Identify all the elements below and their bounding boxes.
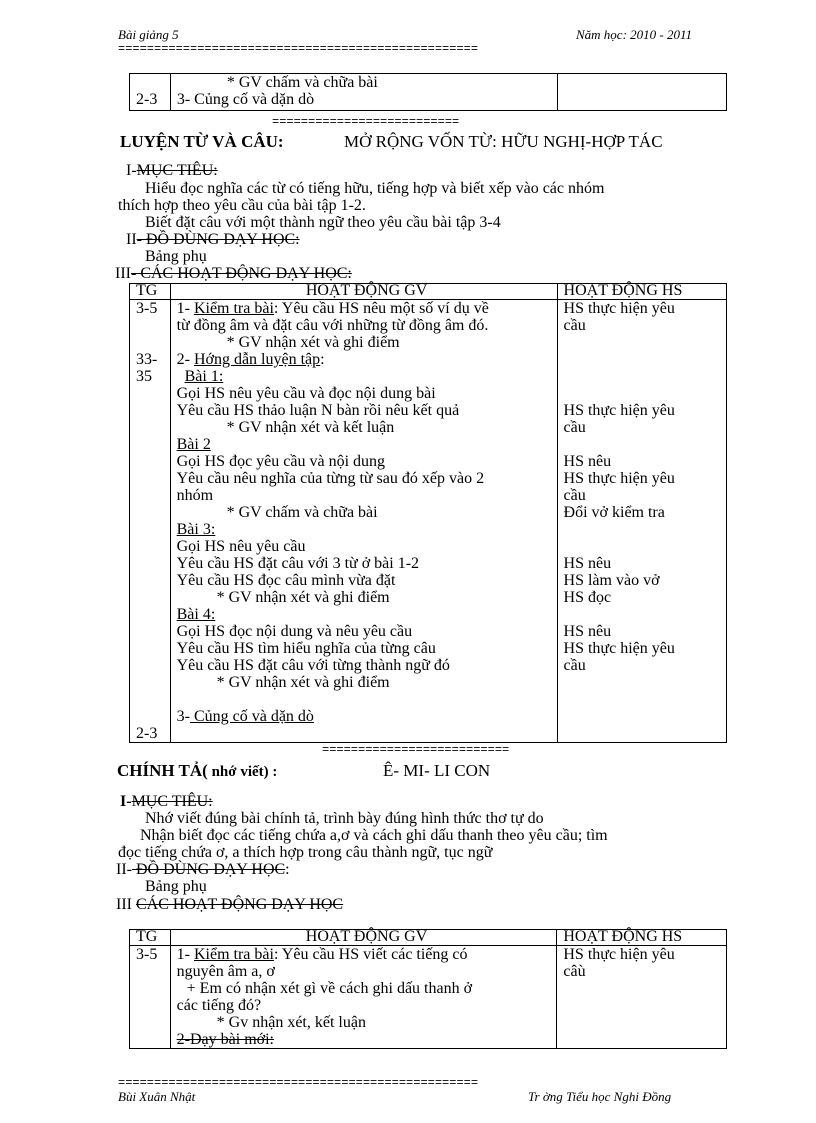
top-table-activity: * GV chấm và chữa bài 3- Củng cố và dặn dò	[170, 74, 557, 111]
th2-tg: TG	[130, 930, 171, 946]
section2-tools-heading: II- ĐỒ DÙNG DẠY HỌC:	[116, 861, 290, 878]
section1-objectives-heading: I-MỤC TIÊU:	[126, 162, 218, 179]
section2-objective-2b: đọc tiếng chứa ơ, a thích hợp trong câu thành ngữ, tục ngữ	[118, 844, 493, 861]
section1-title-right: MỞ RỘNG VỐN TỪ: HỮU NGHỊ-HỢP TÁC	[344, 132, 663, 151]
header-right: Năm học: 2010 - 2011	[576, 27, 693, 42]
section1-activities-heading: III- CÁC HOẠT ĐỘNG DẠY HỌC:	[115, 265, 352, 282]
section2-hs-column: HS thực hiện yêu câù	[557, 946, 727, 1049]
section1-tools-text: Bảng phụ	[145, 248, 207, 265]
footer-left: Bùi Xuân Nhật	[118, 1089, 196, 1104]
top-table-hs	[557, 74, 726, 111]
section1-objective-1b: thích hợp theo yêu cầu của bài tập 1-2.	[118, 197, 366, 214]
section2-objective-2: Nhận biết đọc các tiếng chứa a,ơ và cách ghi dấu thanh theo yêu cầu; tìm	[140, 827, 608, 844]
section-divider-1: ==========================	[272, 115, 460, 129]
th-gv: HOẠT ĐỘNG GV	[170, 284, 557, 300]
section1-title-left: LUYỆN TỪ VÀ CÂU:	[120, 132, 284, 151]
section2-tools-text: Bảng phụ	[145, 878, 207, 895]
section2-objective-1: Nhớ viết đúng bài chính tả, trình bày đúng hình thức thơ tự do	[145, 810, 544, 827]
section2-gv-column: 1- Kiểm tra bài: Yêu cầu HS viết các tiếng có nguyên âm a, ơ + Em có nhận xét gì về cách ghi dấu thanh ở các tiếng đó? * Gv nhận xét, kết luận 2-Dạy bài mới:	[170, 946, 557, 1049]
section1-objective-2: Biết đặt câu với một thành ngữ theo yêu cầu bài tập 3-4	[145, 214, 501, 231]
section2-table	[129, 929, 727, 1049]
header-left: Bài giảng 5	[118, 27, 179, 42]
section1-hs-column: HS thực hiện yêu cầu HS thực hiện yêu cầu HS nêu HS thực hiện yêu cầu Đổi vở kiểm tra HS nêu HS làm vào vở HS đọc HS nêu HS thực hiện yêu cầu	[557, 300, 726, 743]
header-rule: ==================================================	[118, 42, 479, 56]
footer-right: Tr ờng Tiểu học Nghi Đồng	[528, 1089, 672, 1104]
section1-gv-column: 1- Kiểm tra bài: Yêu cầu HS nêu một số ví dụ về từ đồng âm và đặt câu với những từ đồng âm đó. * GV nhận xét và ghi điểm 2- Hớng dẫn luyện tập: Bài 1: Gọi HS nêu yêu cầu và đọc nội dung bài Yêu cầu HS thảo luận N bàn rồi nêu kết quả * GV nhận xét và kết luận Bài 2 Gọi HS đọc yêu cầu và nội dung Yêu cầu nêu nghĩa của từng từ sau đó xếp vào 2 nhóm * GV chấm và chữa bài Bài 3: Gọi HS nêu yêu cầu Yêu cầu HS đặt câu với 3 từ ở bài 1-2 Yêu cầu HS đọc câu mình vừa đặt * GV nhận xét và ghi điểm Bài 4: Gọi HS đọc nội dung và nêu yêu cầu Yêu cầu HS tìm hiểu nghĩa của từng câu Yêu cầu HS đặt câu với từng thành ngữ đó * GV nhận xét và ghi điểm 3- Củng cố và dặn dò	[170, 300, 557, 743]
section1-tg-column: 3-5 33- 35 2-3	[130, 300, 171, 743]
section2-objectives-heading: I-MỤC TIÊU:	[120, 793, 213, 810]
th-tg: TG	[130, 284, 171, 300]
footer-rule: ==================================================	[118, 1076, 479, 1090]
th2-gv: HOẠT ĐỘNG GV	[170, 930, 557, 946]
top-table-time: 2-3	[130, 74, 171, 111]
section2-tg-column: 3-5	[130, 946, 171, 1049]
section2-title-left: CHÍNH TẢ( nhớ viết) :	[117, 761, 278, 780]
section1-tools-heading: II- ĐỒ DÙNG DẠY HỌC:	[126, 231, 300, 248]
section1-objective-1: Hiểu đọc nghĩa các từ có tiếng hữu, tiếng hợp và biết xếp vào các nhóm	[145, 180, 605, 197]
th2-hs: HOẠT ĐỘNG HS	[557, 930, 727, 946]
section2-activities-heading: III CÁC HOẠT ĐỘNG DẠY HỌC	[116, 896, 344, 913]
section1-table	[129, 283, 727, 743]
section-divider-2: ==========================	[322, 743, 510, 757]
th-hs: HOẠT ĐỘNG HS	[557, 284, 726, 300]
section2-title-right: Ê- MI- LI CON	[383, 761, 491, 780]
top-table	[129, 73, 727, 111]
